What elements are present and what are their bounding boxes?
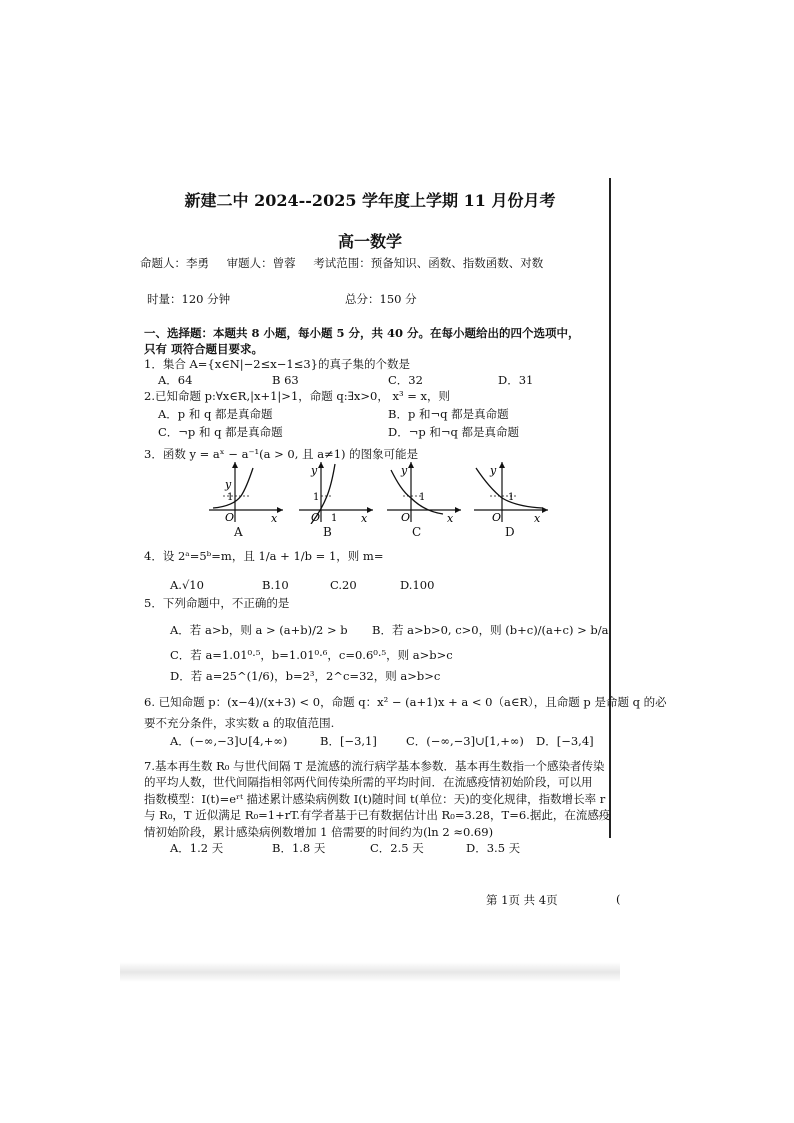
question-5-stem: 5．下列命题中，不正确的是	[144, 596, 290, 610]
svg-text:1: 1	[331, 513, 338, 524]
q6-option-d: D．[−3,4]	[536, 734, 594, 748]
proposer: 命题人：李勇	[140, 256, 209, 270]
q2-option-c: C．¬p 和 q 都是真命题	[158, 425, 283, 439]
section-line-1: 一、选择题：本题共 8 小题，每小题 5 分，共 40 分。在每小题给出的四个选项中，	[144, 326, 580, 340]
question-2-stem: 2.已知命题 p:∀x∈R,|x+1|>1，命题 q:∃x>0， x³ = x，则	[144, 389, 451, 403]
q1-option-b: B 63	[272, 373, 299, 387]
question-6-stem-line-1: 6. 已知命题 p：(x−4)/(x+3) < 0，命题 q：x² − (a+1)x + a < 0（a∈R），且命题 p 是命题 q 的必	[144, 695, 667, 709]
q1-option-c: C．32	[388, 373, 423, 387]
q7-option-a: A．1.2 天	[170, 841, 224, 855]
svg-text:O: O	[225, 511, 235, 524]
q2-option-d: D．¬p 和¬q 都是真命题	[388, 425, 520, 439]
q6-option-b: B．[−3,1]	[320, 734, 377, 748]
svg-text:O: O	[401, 511, 411, 524]
graph-label-d: D	[505, 525, 515, 539]
exam-time: 时量：120 分钟	[147, 292, 231, 306]
page-edge-line	[609, 178, 611, 838]
graph-label-a: A	[234, 525, 243, 539]
svg-text:O: O	[311, 511, 321, 524]
reviewer: 审题人：曾蓉	[226, 256, 296, 270]
q7-line-3: 指数模型：I(t)=eʳᵗ 描述累计感染病例数 I(t)随时间 t(单位：天)的变化规律，指数增长率 r	[144, 791, 606, 806]
q2-option-b: B．p 和¬q 都是真命题	[388, 407, 509, 421]
svg-text:x: x	[271, 512, 278, 524]
svg-text:1: 1	[313, 492, 320, 503]
q4-option-a: A.√10	[170, 578, 204, 592]
svg-text:y: y	[225, 478, 232, 491]
q7-line-5: 情初始阶段，累计感染病例数增加 1 倍需要的时间约为(ln 2 ≈0.69)	[144, 824, 494, 839]
exam-title: 新建二中 2024--2025 学年度上学期 11 月份月考	[184, 191, 556, 210]
graph-c	[383, 458, 463, 524]
q4-option-b: B.10	[262, 578, 289, 592]
scope: 考试范围：预备知识、函数、指数函数、对数	[313, 256, 544, 270]
svg-text:O: O	[492, 511, 502, 524]
q1-option-d: D．31	[498, 373, 534, 387]
q1-option-a: A．64	[158, 373, 193, 387]
q4-option-d: D.100	[400, 578, 435, 592]
svg-text:x: x	[534, 512, 541, 524]
question-7-paragraph	[144, 758, 612, 840]
question-6-stem-line-2: 要不充分条件，求实数 a 的取值范围.	[144, 716, 335, 730]
question-4-stem: 4．设 2ᵃ=5ᵇ=m，且 1/a + 1/b = 1，则 m=	[144, 549, 384, 563]
question-3-stem: 3．函数 y = aˣ − a⁻¹(a > 0, 且 a≠1) 的图象可能是	[144, 447, 419, 461]
q5-option-b: B．若 a>b>0, c>0，则 (b+c)/(a+c) > b/a	[372, 623, 609, 637]
q7-line-4: 与 R₀，T 近似满足 R₀=1+rT.有学者基于已有数据估计出 R₀=3.28，T=6.据此，在流感疫	[144, 808, 611, 823]
q7-line-1: 7.基本再生数 R₀ 与世代间隔 T 是流感的流行病学基本参数．基本再生数指一个感染者传染	[144, 759, 605, 773]
q5-option-a: A．若 a>b，则 a > (a+b)/2 > b	[170, 623, 348, 637]
svg-text:x: x	[361, 512, 368, 524]
page-edge-mark: (	[616, 892, 621, 906]
q5-option-d: D．若 a=25^(1/6)，b=2³，2^c=32，则 a>b>c	[170, 669, 441, 683]
graph-d	[470, 458, 550, 524]
svg-text:1: 1	[227, 492, 234, 503]
q6-option-a: A．(−∞,−3]∪[4,+∞)	[170, 734, 288, 748]
scan-shadow	[120, 962, 620, 982]
svg-text:y: y	[490, 464, 497, 477]
svg-text:1: 1	[419, 492, 426, 503]
q4-option-c: C.20	[330, 578, 357, 592]
section-heading	[144, 325, 580, 357]
exam-total: 总分：150 分	[345, 292, 417, 306]
q7-option-c: C．2.5 天	[370, 841, 424, 855]
svg-text:1: 1	[508, 492, 515, 503]
graph-label-b: B	[323, 525, 332, 539]
exam-subject: 高一数学	[337, 232, 402, 251]
q6-option-c: C．(−∞,−3]∪[1,+∞)	[406, 734, 524, 748]
graph-b	[295, 458, 375, 524]
svg-text:x: x	[447, 512, 454, 524]
q7-option-d: D．3.5 天	[466, 841, 521, 855]
q2-option-a: A．p 和 q 都是真命题	[158, 407, 273, 421]
graph-a	[205, 458, 285, 524]
page-number: 第 1页 共 4页	[486, 893, 558, 907]
exam-meta	[140, 255, 557, 271]
q7-line-2: 的平均人数，世代间隔指相邻两代间传染所需的平均时间．在流感疫情初始阶段，可以用	[144, 775, 593, 790]
svg-text:y: y	[401, 464, 408, 477]
question-1-stem: 1．集合 A={x∈N|−2≤x−1≤3}的真子集的个数是	[144, 357, 410, 371]
q5-option-c: C．若 a=1.01⁰·⁵，b=1.01⁰·⁶，c=0.6⁰·⁵，则 a>b>c	[170, 648, 453, 662]
svg-text:y: y	[311, 464, 318, 477]
graph-label-c: C	[412, 525, 422, 539]
section-line-2: 只有 项符合题目要求。	[144, 342, 264, 356]
q7-option-b: B．1.8 天	[272, 841, 326, 855]
